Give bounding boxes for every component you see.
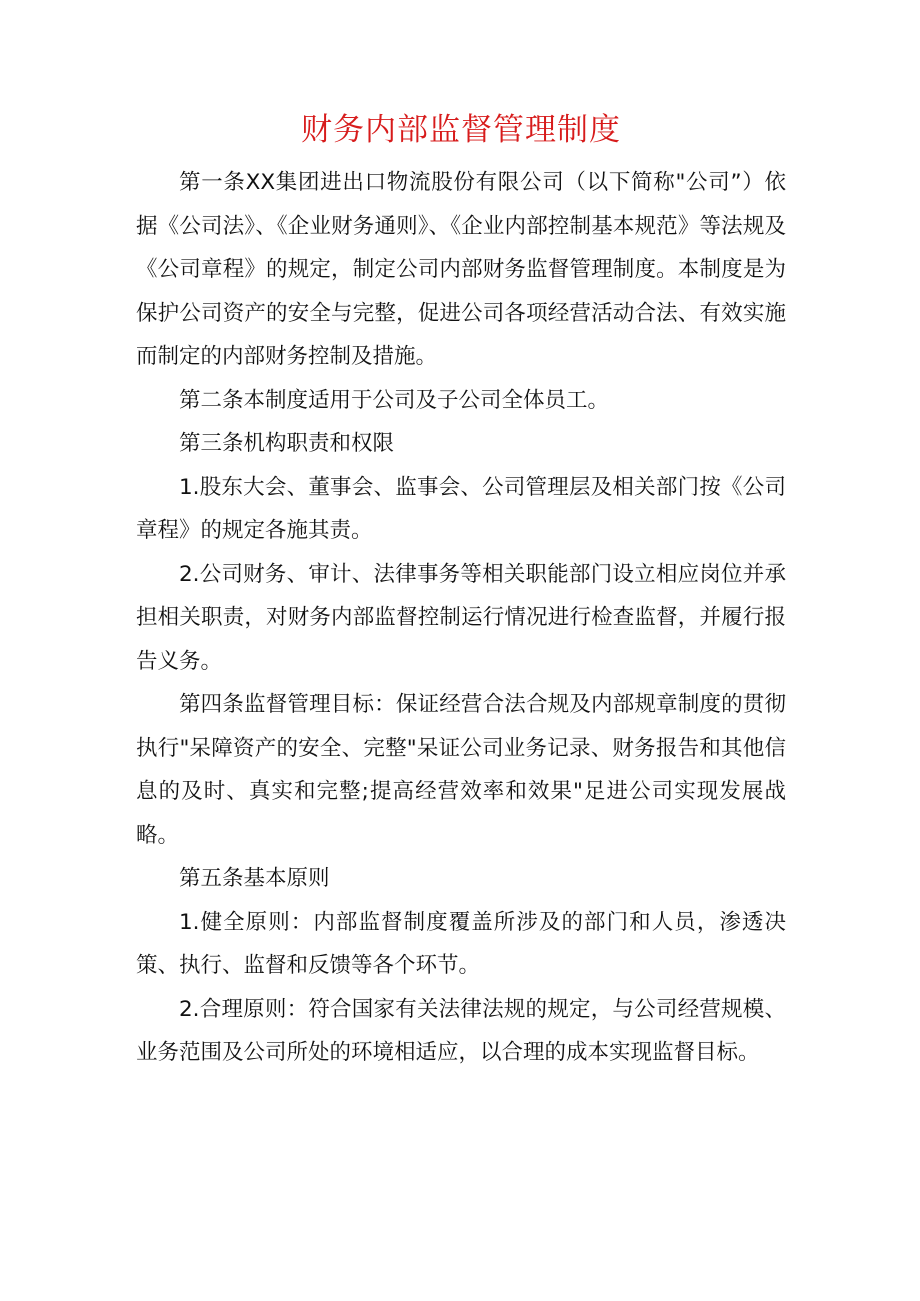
article-5-heading: 第五条基本原则 (179, 866, 330, 891)
article-3-item-1: 1.股东大会、董事会、监事会、公司管理层及相关部门按《公司章程》的规定各施其责。 (136, 474, 786, 543)
article-4-paragraph: 第四条监督管理目标：保证经营合法合规及内部规章制度的贯彻执行"呆障资产的安全、完整"呆证公司业务记录、财务报告和其他信息的及时、真实和完整;提高经营效率和效果"足进公司实现发展战略。 (136, 692, 786, 848)
article-3-item-2: 2.公司财务、审计、法律事务等相关职能部门设立相应岗位并承担相关职责，对财务内部监督控制运行情况进行检查监督，并履行报告义务。 (136, 561, 786, 674)
article-1-paragraph: 第一条XX集团进出口物流股份有限公司（以下简称"公司”）依据《公司法》、《企业财务通则》、《企业内部控制基本规范》等法规及《公司章程》的规定，制定公司内部财务监督管理制度。本制度是为保护公司资产的安全与完整，促进公司各项经营活动合法、有效实施而制定的内部财务控制及措施。 (136, 170, 786, 369)
article-5-item-2: 2.合理原则：符合国家有关法律法规的规定，与公司经营规模、业务范围及公司所处的环境相适应，以合理的成本实现监督目标。 (136, 996, 786, 1065)
article-2-paragraph: 第二条本制度适用于公司及子公司全体员工。 (179, 387, 610, 413)
article-5-item-1: 1.健全原则：内部监督制度覆盖所涉及的部门和人员，渗透决策、执行、监督和反馈等各个环节。 (136, 909, 786, 978)
article-3-heading: 第三条机构职责和权限 (179, 431, 395, 456)
document-title: 财务内部监督管理制度 (301, 112, 621, 148)
